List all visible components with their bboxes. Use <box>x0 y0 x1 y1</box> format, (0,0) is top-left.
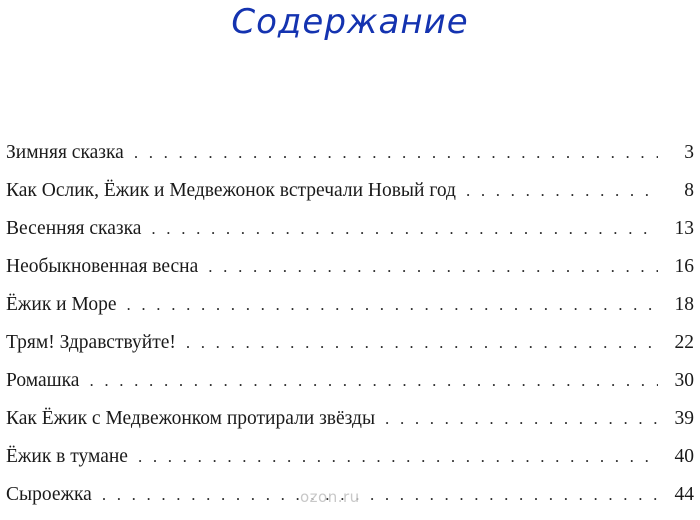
toc-entry <box>6 140 694 178</box>
toc-entry <box>6 444 694 482</box>
dot-leader <box>151 216 658 242</box>
dot-leader <box>208 254 658 280</box>
toc-entry-title: Трям! Здравствуйте! <box>6 332 176 353</box>
toc-entry <box>6 216 694 254</box>
toc-entry <box>6 254 694 292</box>
toc-entry <box>6 330 694 368</box>
toc-entry-page-number: 13 <box>674 218 694 239</box>
toc-entry-page-number: 18 <box>674 294 694 315</box>
dot-leader <box>385 406 658 432</box>
toc-entry-title: Зимняя сказка <box>6 142 124 163</box>
toc-entry-title: Как Ёжик с Медвежонком протирали звёзды <box>6 408 376 429</box>
toc-entry-page-number: 16 <box>674 256 694 277</box>
toc-entry-title: Ромашка <box>6 370 80 391</box>
toc-entry <box>6 178 694 216</box>
dot-leader <box>102 482 658 508</box>
toc-entry-title: Ёжик в тумане <box>6 446 128 467</box>
toc-entry-title: Весенняя сказка <box>6 218 142 239</box>
toc-entry-title: Как Ослик, Ёжик и Медвежонок встречали Новый год <box>6 180 456 201</box>
watermark: ozon.ru <box>300 488 360 506</box>
toc-entry <box>6 368 694 406</box>
toc-entry-page-number: 3 <box>684 142 694 163</box>
table-of-contents <box>6 140 694 520</box>
toc-entry-page-number: 22 <box>674 332 694 353</box>
toc-entry-title: Необыкновенная весна <box>6 256 199 277</box>
dot-leader <box>138 444 658 470</box>
toc-entry-page-number: 39 <box>674 408 694 429</box>
dot-leader <box>186 330 658 356</box>
toc-entry-page-number: 44 <box>674 484 694 505</box>
page-title: Содержание <box>231 2 469 42</box>
dot-leader <box>89 368 658 394</box>
toc-entry <box>6 292 694 330</box>
toc-entry-title: Сыроежка <box>6 484 92 505</box>
dot-leader <box>466 178 658 204</box>
toc-entry-page-number: 40 <box>674 446 694 467</box>
toc-entry-page-number: 8 <box>684 180 694 201</box>
dot-leader <box>134 140 658 166</box>
dot-leader <box>127 292 659 318</box>
toc-entry <box>6 406 694 444</box>
toc-entry-title: Ёжик и Море <box>6 294 117 315</box>
toc-entry-page-number: 30 <box>674 370 694 391</box>
